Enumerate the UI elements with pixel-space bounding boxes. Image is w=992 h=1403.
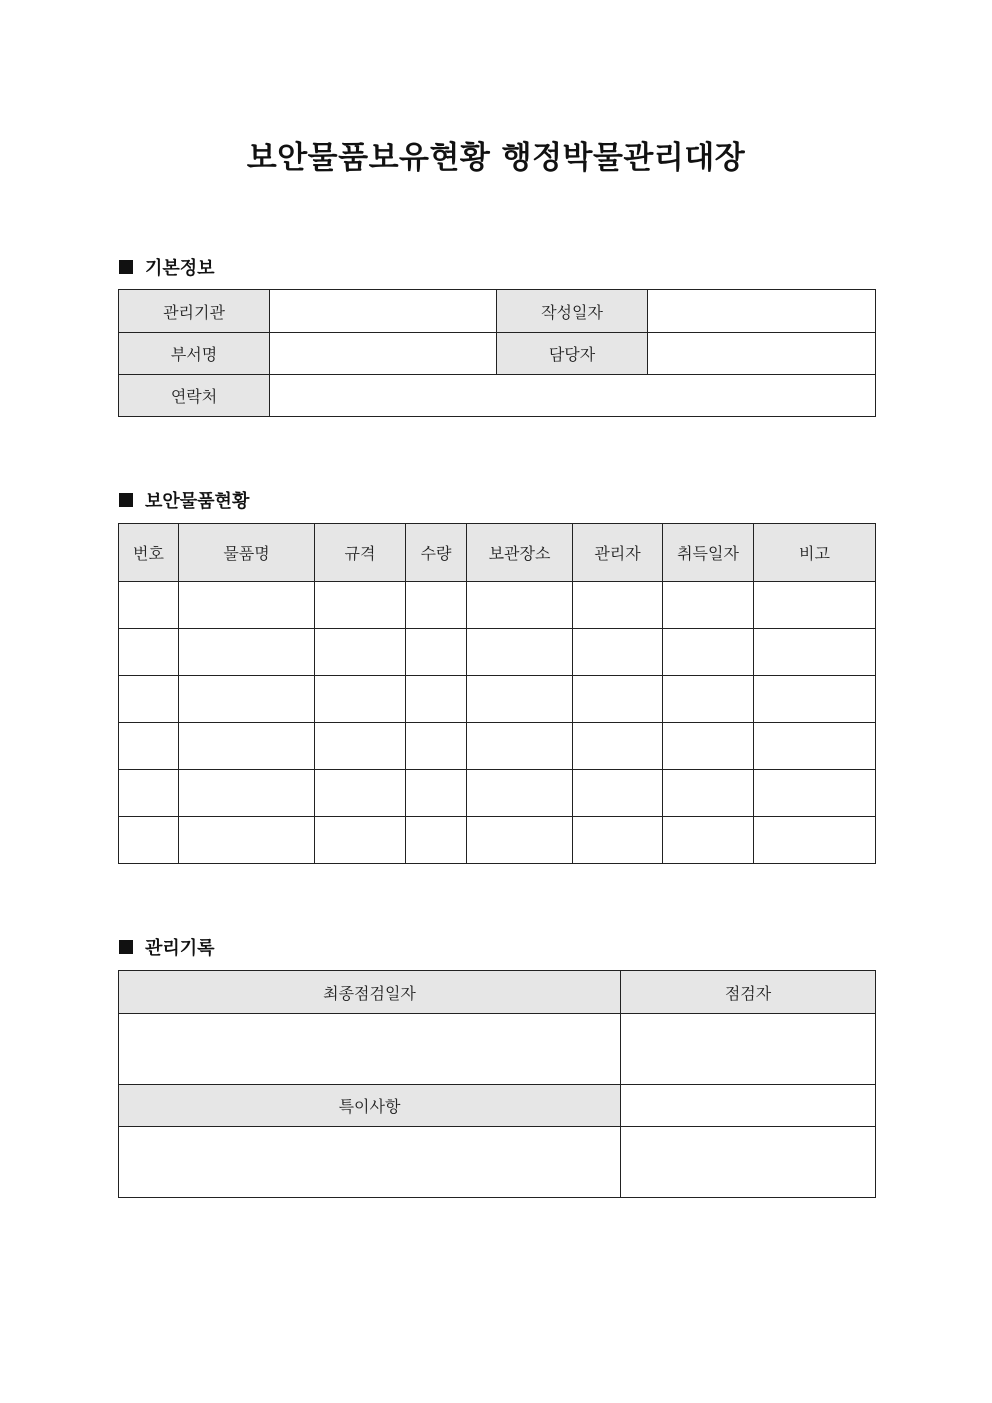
checker-label: 점검자 xyxy=(621,971,876,1014)
table-cell[interactable] xyxy=(119,629,179,676)
table-cell[interactable] xyxy=(179,723,315,770)
table-cell[interactable] xyxy=(119,723,179,770)
col-header-remarks: 비고 xyxy=(754,524,876,582)
table-cell[interactable] xyxy=(754,723,876,770)
table-cell[interactable] xyxy=(406,582,467,629)
table-cell[interactable] xyxy=(119,582,179,629)
table-cell[interactable] xyxy=(573,582,663,629)
notes-cell[interactable] xyxy=(119,1127,621,1198)
org-value-cell[interactable] xyxy=(270,290,497,333)
contact-value-cell[interactable] xyxy=(270,375,876,417)
table-cell[interactable] xyxy=(663,817,754,864)
table-cell[interactable] xyxy=(754,817,876,864)
table-cell[interactable] xyxy=(406,629,467,676)
table-row xyxy=(119,723,876,770)
table-cell[interactable] xyxy=(315,582,406,629)
basic-info-table xyxy=(118,289,876,417)
table-cell[interactable] xyxy=(663,676,754,723)
items-table xyxy=(118,523,876,864)
section-heading-items-label: 보안물품현황 xyxy=(145,491,250,512)
table-cell[interactable] xyxy=(179,629,315,676)
table-cell[interactable] xyxy=(754,770,876,817)
manager-label: 담당자 xyxy=(497,333,648,375)
table-row xyxy=(119,629,876,676)
col-header-acquired-date: 취득일자 xyxy=(663,524,754,582)
last-check-date-label: 최종점검일자 xyxy=(119,971,621,1014)
contact-label: 연락처 xyxy=(119,375,270,417)
table-cell[interactable] xyxy=(754,582,876,629)
col-header-spec: 규격 xyxy=(315,524,406,582)
table-cell[interactable] xyxy=(573,770,663,817)
table-cell[interactable] xyxy=(467,629,573,676)
table-cell[interactable] xyxy=(179,582,315,629)
table-cell[interactable] xyxy=(754,676,876,723)
table-cell[interactable] xyxy=(315,629,406,676)
section-heading-records-label: 관리기록 xyxy=(145,938,215,959)
table-cell[interactable] xyxy=(663,723,754,770)
table-cell[interactable] xyxy=(406,817,467,864)
table-cell[interactable] xyxy=(467,770,573,817)
dept-value-cell[interactable] xyxy=(270,333,497,375)
table-cell[interactable] xyxy=(119,770,179,817)
table-row xyxy=(119,817,876,864)
notes-side-cell-2[interactable] xyxy=(621,1127,876,1198)
table-cell[interactable] xyxy=(315,723,406,770)
col-header-storage: 보관장소 xyxy=(467,524,573,582)
dept-label: 부서명 xyxy=(119,333,270,375)
table-cell[interactable] xyxy=(467,817,573,864)
date-label: 작성일자 xyxy=(497,290,648,333)
checker-cell[interactable] xyxy=(621,1014,876,1085)
notes-side-cell[interactable] xyxy=(621,1085,876,1127)
manager-value-cell[interactable] xyxy=(648,333,876,375)
table-cell[interactable] xyxy=(179,676,315,723)
section-heading-basic-label: 기본정보 xyxy=(145,258,215,279)
section-heading-basic xyxy=(119,254,215,280)
org-label: 관리기관 xyxy=(119,290,270,333)
table-cell[interactable] xyxy=(119,817,179,864)
document-title: 보안물품보유현황 행정박물관리대장 xyxy=(246,140,746,176)
last-check-date-cell[interactable] xyxy=(119,1014,621,1085)
table-cell[interactable] xyxy=(406,770,467,817)
table-cell[interactable] xyxy=(179,817,315,864)
square-bullet-icon xyxy=(119,493,133,507)
table-cell[interactable] xyxy=(119,676,179,723)
table-cell[interactable] xyxy=(663,629,754,676)
table-cell[interactable] xyxy=(179,770,315,817)
table-cell[interactable] xyxy=(406,676,467,723)
records-table xyxy=(118,970,876,1198)
table-row xyxy=(119,582,876,629)
table-cell[interactable] xyxy=(315,770,406,817)
table-cell[interactable] xyxy=(467,676,573,723)
table-row xyxy=(119,676,876,723)
col-header-item-name: 물품명 xyxy=(179,524,315,582)
table-cell[interactable] xyxy=(467,723,573,770)
table-cell[interactable] xyxy=(573,629,663,676)
table-cell[interactable] xyxy=(573,676,663,723)
notes-label: 특이사항 xyxy=(119,1085,621,1127)
table-cell[interactable] xyxy=(663,770,754,817)
table-cell[interactable] xyxy=(467,582,573,629)
table-cell[interactable] xyxy=(573,723,663,770)
square-bullet-icon xyxy=(119,940,133,954)
col-header-manager: 관리자 xyxy=(573,524,663,582)
col-header-quantity: 수량 xyxy=(406,524,467,582)
table-cell[interactable] xyxy=(754,629,876,676)
square-bullet-icon xyxy=(119,260,133,274)
items-header-row xyxy=(119,524,876,582)
table-cell[interactable] xyxy=(315,817,406,864)
col-header-number: 번호 xyxy=(119,524,179,582)
section-heading-items xyxy=(119,487,249,513)
table-cell[interactable] xyxy=(663,582,754,629)
date-value-cell[interactable] xyxy=(648,290,876,333)
table-cell[interactable] xyxy=(406,723,467,770)
table-row xyxy=(119,770,876,817)
table-cell[interactable] xyxy=(573,817,663,864)
section-heading-records xyxy=(119,934,215,960)
table-cell[interactable] xyxy=(315,676,406,723)
